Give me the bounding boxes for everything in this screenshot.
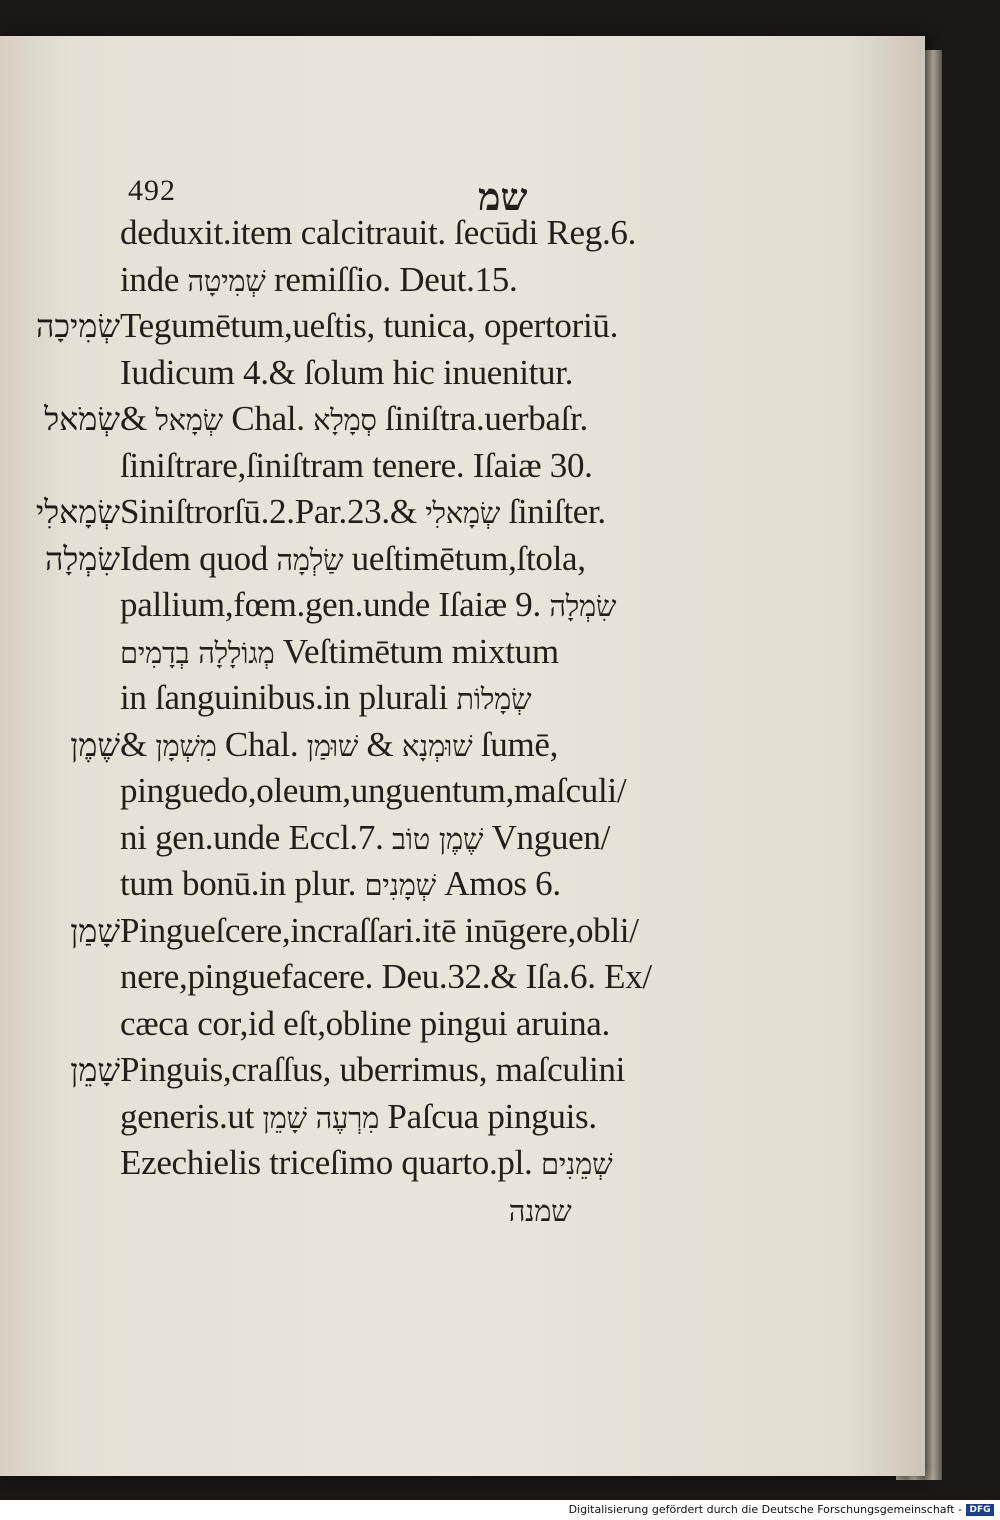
line-text xyxy=(120,908,639,954)
line-text xyxy=(120,675,531,722)
latin-text: Chal. xyxy=(216,724,307,764)
latin-text: Pingueſcere,incraſſari.itē inūgere,obli/ xyxy=(120,910,639,950)
latin-text: Idem quod xyxy=(120,538,277,578)
entry-lemma: שְׂמִיכָה xyxy=(35,307,120,345)
line-text xyxy=(120,815,610,862)
latin-text: Vnguen/ xyxy=(483,817,611,857)
footer-credit: Digitalisierung gefördert durch die Deutsche Forschungsgemeinschaft - xyxy=(568,1503,962,1516)
line-text xyxy=(120,1047,625,1093)
hebrew-word: שׁוּמַן xyxy=(306,728,359,763)
text-line xyxy=(0,954,925,1000)
text-line xyxy=(0,536,925,582)
folio-number: 492 xyxy=(128,174,176,207)
latin-text: ſiniſtra.uerbaſr. xyxy=(376,399,588,438)
line-text xyxy=(120,350,573,396)
latin-text: ſumē, xyxy=(472,724,559,764)
hebrew-word: שְׂמָאלִי xyxy=(425,496,500,530)
latin-text: Paſcua pinguis. xyxy=(378,1096,597,1136)
latin-text: cæca cor,id eſt,obline pingui aruina. xyxy=(120,1003,610,1043)
line-text xyxy=(120,861,561,908)
latin-text: inde xyxy=(120,259,188,299)
line-text xyxy=(120,1140,612,1187)
hebrew-word: שֶׁמֶן טוֹב xyxy=(391,821,484,856)
hebrew-word: שׁוּמְנָא xyxy=(401,728,473,763)
entry-lemma: שְׂמֹאל xyxy=(44,400,120,438)
line-text xyxy=(120,536,586,583)
text-line xyxy=(0,443,925,489)
hebrew-word: שִׂמְלָה xyxy=(549,589,617,623)
latin-text: pallium,fœm.gen.unde Iſaiæ 9. xyxy=(120,585,550,624)
book-page xyxy=(0,36,925,1476)
latin-text: Ezechielis triceſimo quarto.pl. xyxy=(120,1143,541,1182)
text-line xyxy=(0,1047,925,1093)
text-line xyxy=(0,675,925,721)
latin-text: nere,pinguefacere. Deu.32.& Iſa.6. Ex/ xyxy=(120,957,652,996)
text-line xyxy=(0,1187,925,1233)
hebrew-word: מְגוֹלָלָה בְדָמִים xyxy=(120,635,275,670)
latin-text: remiſſio. Deut.15. xyxy=(265,259,518,299)
latin-text: & xyxy=(120,724,156,764)
latin-text: ni gen.unde Eccl.7. xyxy=(120,817,392,857)
latin-text: & xyxy=(120,399,156,438)
entry-lemma: שְׂמָאלִי xyxy=(35,493,120,531)
latin-text xyxy=(120,1190,509,1229)
line-text xyxy=(120,768,626,814)
text-line xyxy=(0,908,925,954)
running-head: שמ xyxy=(478,174,528,219)
hebrew-word: מִשְׁמָן xyxy=(155,728,217,763)
text-line xyxy=(0,629,925,675)
text-line xyxy=(0,1140,925,1186)
hebrew-word: שְׂמָלוֹת xyxy=(456,682,532,716)
entry-lemma: שִׂמְלָה xyxy=(45,539,120,578)
text-line xyxy=(0,768,925,814)
line-text xyxy=(120,257,517,304)
line-text xyxy=(120,954,652,1000)
text-line xyxy=(0,303,925,349)
entry-lemma: שָׁמֵן xyxy=(70,1051,120,1089)
line-text xyxy=(120,489,606,536)
latin-text: & xyxy=(358,724,402,764)
entry-lemma: שָׁמַן xyxy=(70,911,120,950)
line-text xyxy=(120,210,636,256)
latin-text: ſiniſter. xyxy=(500,492,606,531)
hebrew-word: מִרְעֶה שָׁמֵן xyxy=(262,1100,379,1135)
text-line xyxy=(0,350,925,396)
text-line xyxy=(0,815,925,861)
text-line xyxy=(0,210,925,256)
hebrew-word: שמנה xyxy=(508,1193,572,1228)
text-line xyxy=(0,861,925,907)
latin-text: pinguedo,oleum,unguentum,maſculi/ xyxy=(120,771,627,810)
latin-text: tum bonū.in plur. xyxy=(120,864,365,903)
latin-text: Siniſtrorſū.2.Par.23.& xyxy=(120,492,426,531)
hebrew-word: שַׂלְמָה xyxy=(276,542,344,577)
latin-text: deduxit.item calcitrauit. ſecūdi Reg.6. xyxy=(120,213,637,252)
text-line xyxy=(0,489,925,535)
line-text xyxy=(120,722,558,769)
hebrew-word: סְמָלָא xyxy=(313,403,377,437)
entry-lemma: שֶׁמֶן xyxy=(70,725,120,764)
latin-text: generis.ut xyxy=(120,1096,263,1136)
latin-text: Chal. xyxy=(222,399,314,438)
text-line xyxy=(0,396,925,442)
hebrew-word: שְׁמִיטָה xyxy=(187,263,266,298)
text-line xyxy=(0,722,925,768)
latin-text: in ſanguinibus.in plurali xyxy=(120,678,457,717)
latin-text: Amos 6. xyxy=(435,864,561,903)
hebrew-word: שְׁמֵנִים xyxy=(540,1147,613,1181)
hebrew-word: שְׁמָנִים xyxy=(364,868,436,902)
line-text xyxy=(120,1187,571,1234)
line-text xyxy=(120,396,588,443)
hebrew-word: שְׂמָאל xyxy=(155,403,223,437)
text-line xyxy=(0,1001,925,1047)
latin-text: ueſtimētum,ſtola, xyxy=(343,538,586,578)
dfg-logo: DFG xyxy=(966,1504,994,1516)
text-line xyxy=(0,582,925,628)
line-text xyxy=(120,1094,597,1141)
latin-text: Iudicum 4.& ſolum hic inuenitur. xyxy=(120,352,574,392)
line-text xyxy=(120,629,559,676)
text-line xyxy=(0,257,925,303)
line-text xyxy=(120,582,616,629)
footer xyxy=(0,1500,1000,1520)
latin-text: Veſtimētum mixtum xyxy=(274,631,559,671)
latin-text: ſiniſtrare,ſiniſtram tenere. Iſaiæ 30. xyxy=(120,445,593,485)
line-text xyxy=(120,443,593,489)
latin-text: Pinguis,craſſus, uberrimus, maſculini xyxy=(120,1050,626,1089)
line-text xyxy=(120,1001,610,1047)
latin-text: Tegumētum,ueſtis, tunica, opertoriū. xyxy=(120,306,619,345)
text-line xyxy=(0,1094,925,1140)
line-text xyxy=(120,303,618,349)
